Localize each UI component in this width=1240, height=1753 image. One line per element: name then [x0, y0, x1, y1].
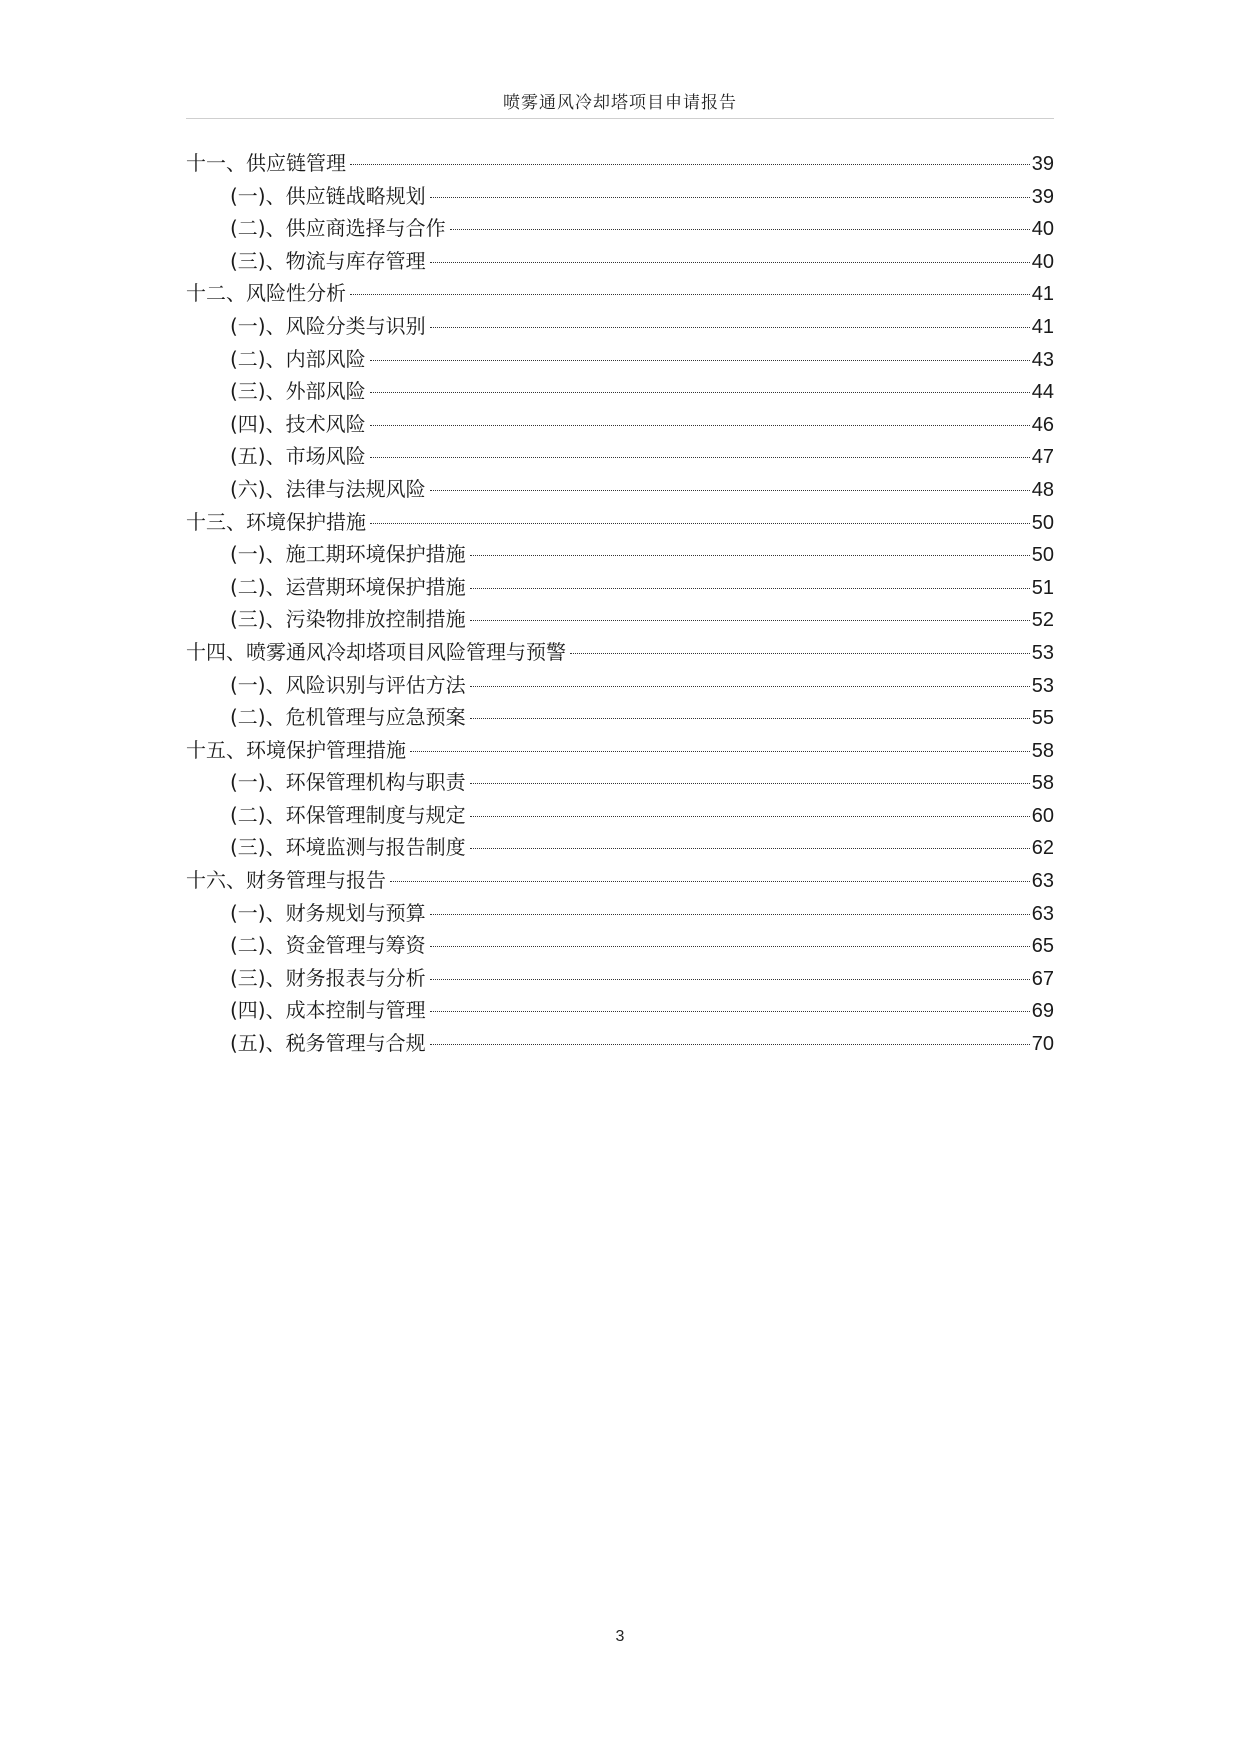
- toc-entry-page: 48: [1031, 478, 1054, 501]
- toc-chapter-entry[interactable]: [186, 147, 1054, 180]
- toc-entry-title: (二)、运营期环境保护措施: [230, 574, 466, 599]
- toc-entry-title: (三)、环境监测与报告制度: [230, 835, 466, 860]
- toc-dot-leader: [430, 197, 1030, 198]
- toc-section-entry[interactable]: [186, 897, 1054, 930]
- header-rule: [186, 118, 1054, 119]
- toc-entry-page: 58: [1031, 772, 1054, 795]
- toc-dot-leader: [430, 914, 1030, 915]
- toc-dot-leader: [430, 262, 1030, 263]
- toc-entry-page: 39: [1031, 185, 1054, 208]
- toc-section-entry[interactable]: [186, 701, 1054, 734]
- toc-entry-page: 40: [1031, 218, 1054, 241]
- toc-entry-page: 44: [1031, 381, 1054, 404]
- toc-entry-title: (二)、资金管理与筹资: [230, 933, 426, 958]
- toc-entry-page: 43: [1031, 348, 1054, 371]
- toc-chapter-entry[interactable]: [186, 636, 1054, 669]
- toc-entry-page: 63: [1031, 870, 1054, 893]
- toc-entry-page: 39: [1031, 153, 1054, 175]
- running-header: 喷雾通风冷却塔项目申请报告: [503, 93, 737, 113]
- toc-entry-title: 十一、供应链管理: [186, 151, 346, 175]
- toc-section-entry[interactable]: [186, 799, 1054, 832]
- toc-entry-page: 67: [1031, 967, 1054, 990]
- toc-entry-page: 50: [1031, 544, 1054, 567]
- toc-section-entry[interactable]: [186, 212, 1054, 245]
- toc-dot-leader: [470, 848, 1030, 849]
- toc-entry-page: 47: [1031, 446, 1054, 469]
- toc-entry-title: 十四、喷雾通风冷却塔项目风险管理与预警: [186, 639, 566, 664]
- toc-entry-title: (一)、环保管理机构与职责: [230, 770, 466, 795]
- toc-chapter-entry[interactable]: [186, 506, 1054, 539]
- toc-entry-title: (三)、外部风险: [230, 379, 366, 404]
- toc-section-entry[interactable]: [186, 310, 1054, 343]
- toc-dot-leader: [470, 816, 1030, 817]
- toc-entry-title: (四)、技术风险: [230, 411, 366, 436]
- toc-section-entry[interactable]: [186, 994, 1054, 1027]
- toc-section-entry[interactable]: [186, 831, 1054, 864]
- toc-dot-leader: [370, 523, 1030, 524]
- toc-dot-leader: [370, 457, 1030, 458]
- toc-chapter-entry[interactable]: [186, 864, 1054, 897]
- toc-dot-leader: [470, 588, 1030, 589]
- toc-entry-page: 41: [1031, 315, 1054, 338]
- toc-entry-page: 46: [1031, 413, 1054, 436]
- toc-entry-title: 十五、环境保护管理措施: [186, 737, 406, 762]
- toc-section-entry[interactable]: [186, 929, 1054, 962]
- toc-dot-leader: [470, 555, 1030, 556]
- toc-section-entry[interactable]: [186, 538, 1054, 571]
- toc-entry-title: (一)、风险识别与评估方法: [230, 672, 466, 697]
- toc-section-entry[interactable]: [186, 766, 1054, 799]
- toc-chapter-entry[interactable]: [186, 734, 1054, 767]
- toc-entry-title: (三)、污染物排放控制措施: [230, 607, 466, 632]
- toc-dot-leader: [410, 751, 1030, 752]
- toc-entry-title: 十二、风险性分析: [186, 281, 346, 306]
- toc-section-entry[interactable]: [186, 408, 1054, 441]
- toc-entry-page: 53: [1031, 641, 1054, 664]
- page-number: 3: [615, 1628, 625, 1645]
- toc-entry-title: (四)、成本控制与管理: [230, 998, 426, 1023]
- toc-entry-page: 52: [1031, 609, 1054, 632]
- toc-entry-title: (一)、施工期环境保护措施: [230, 542, 466, 567]
- toc-dot-leader: [370, 392, 1030, 393]
- toc-dot-leader: [570, 653, 1030, 654]
- toc-dot-leader: [390, 881, 1030, 882]
- toc-section-entry[interactable]: [186, 245, 1054, 278]
- toc-entry-title: (三)、物流与库存管理: [230, 248, 426, 273]
- toc-entry-page: 40: [1031, 250, 1054, 273]
- toc-entry-title: (二)、环保管理制度与规定: [230, 802, 466, 827]
- toc-entry-page: 60: [1031, 804, 1054, 827]
- toc-entry-page: 53: [1031, 674, 1054, 697]
- table-of-contents: [186, 147, 1054, 1060]
- toc-entry-title: 十六、财务管理与报告: [186, 868, 386, 893]
- toc-section-entry[interactable]: [186, 1027, 1054, 1060]
- toc-entry-title: (一)、供应链战略规划: [230, 183, 426, 208]
- toc-dot-leader: [430, 946, 1030, 947]
- toc-section-entry[interactable]: [186, 669, 1054, 702]
- toc-entry-title: (一)、风险分类与识别: [230, 313, 426, 338]
- toc-section-entry[interactable]: [186, 375, 1054, 408]
- toc-entry-title: (二)、供应商选择与合作: [230, 216, 446, 241]
- toc-section-entry[interactable]: [186, 603, 1054, 636]
- toc-entry-page: 70: [1031, 1033, 1054, 1056]
- toc-entry-title: (五)、税务管理与合规: [230, 1031, 426, 1056]
- toc-entry-page: 65: [1031, 935, 1054, 958]
- toc-dot-leader: [430, 490, 1030, 491]
- toc-entry-title: 十三、环境保护措施: [186, 509, 366, 534]
- toc-entry-title: (二)、危机管理与应急预案: [230, 705, 466, 730]
- toc-entry-page: 63: [1031, 902, 1054, 925]
- toc-entry-page: 41: [1031, 283, 1054, 306]
- toc-entry-title: (五)、市场风险: [230, 444, 366, 469]
- toc-dot-leader: [430, 1011, 1030, 1012]
- toc-chapter-entry[interactable]: [186, 277, 1054, 310]
- toc-entry-page: 50: [1031, 511, 1054, 534]
- toc-entry-title: (二)、内部风险: [230, 346, 366, 371]
- toc-dot-leader: [350, 294, 1030, 295]
- toc-dot-leader: [430, 979, 1030, 980]
- toc-section-entry[interactable]: [186, 180, 1054, 213]
- toc-dot-leader: [370, 425, 1030, 426]
- toc-section-entry[interactable]: [186, 343, 1054, 376]
- toc-entry-page: 55: [1031, 707, 1054, 730]
- toc-dot-leader: [470, 783, 1030, 784]
- toc-section-entry[interactable]: [186, 571, 1054, 604]
- toc-dot-leader: [470, 718, 1030, 719]
- toc-dot-leader: [430, 327, 1030, 328]
- toc-entry-title: (一)、财务规划与预算: [230, 900, 426, 925]
- toc-section-entry[interactable]: [186, 962, 1054, 995]
- toc-dot-leader: [470, 620, 1030, 621]
- toc-dot-leader: [470, 686, 1030, 687]
- toc-entry-page: 58: [1031, 739, 1054, 762]
- toc-dot-leader: [430, 1044, 1030, 1045]
- toc-dot-leader: [370, 360, 1030, 361]
- toc-entry-page: 69: [1031, 1000, 1054, 1023]
- toc-entry-title: (六)、法律与法规风险: [230, 476, 426, 501]
- toc-section-entry[interactable]: [186, 440, 1054, 473]
- toc-section-entry[interactable]: [186, 473, 1054, 506]
- toc-dot-leader: [350, 164, 1030, 165]
- toc-entry-title: (三)、财务报表与分析: [230, 965, 426, 990]
- toc-entry-page: 51: [1031, 576, 1054, 599]
- toc-entry-page: 62: [1031, 837, 1054, 860]
- toc-dot-leader: [450, 229, 1030, 230]
